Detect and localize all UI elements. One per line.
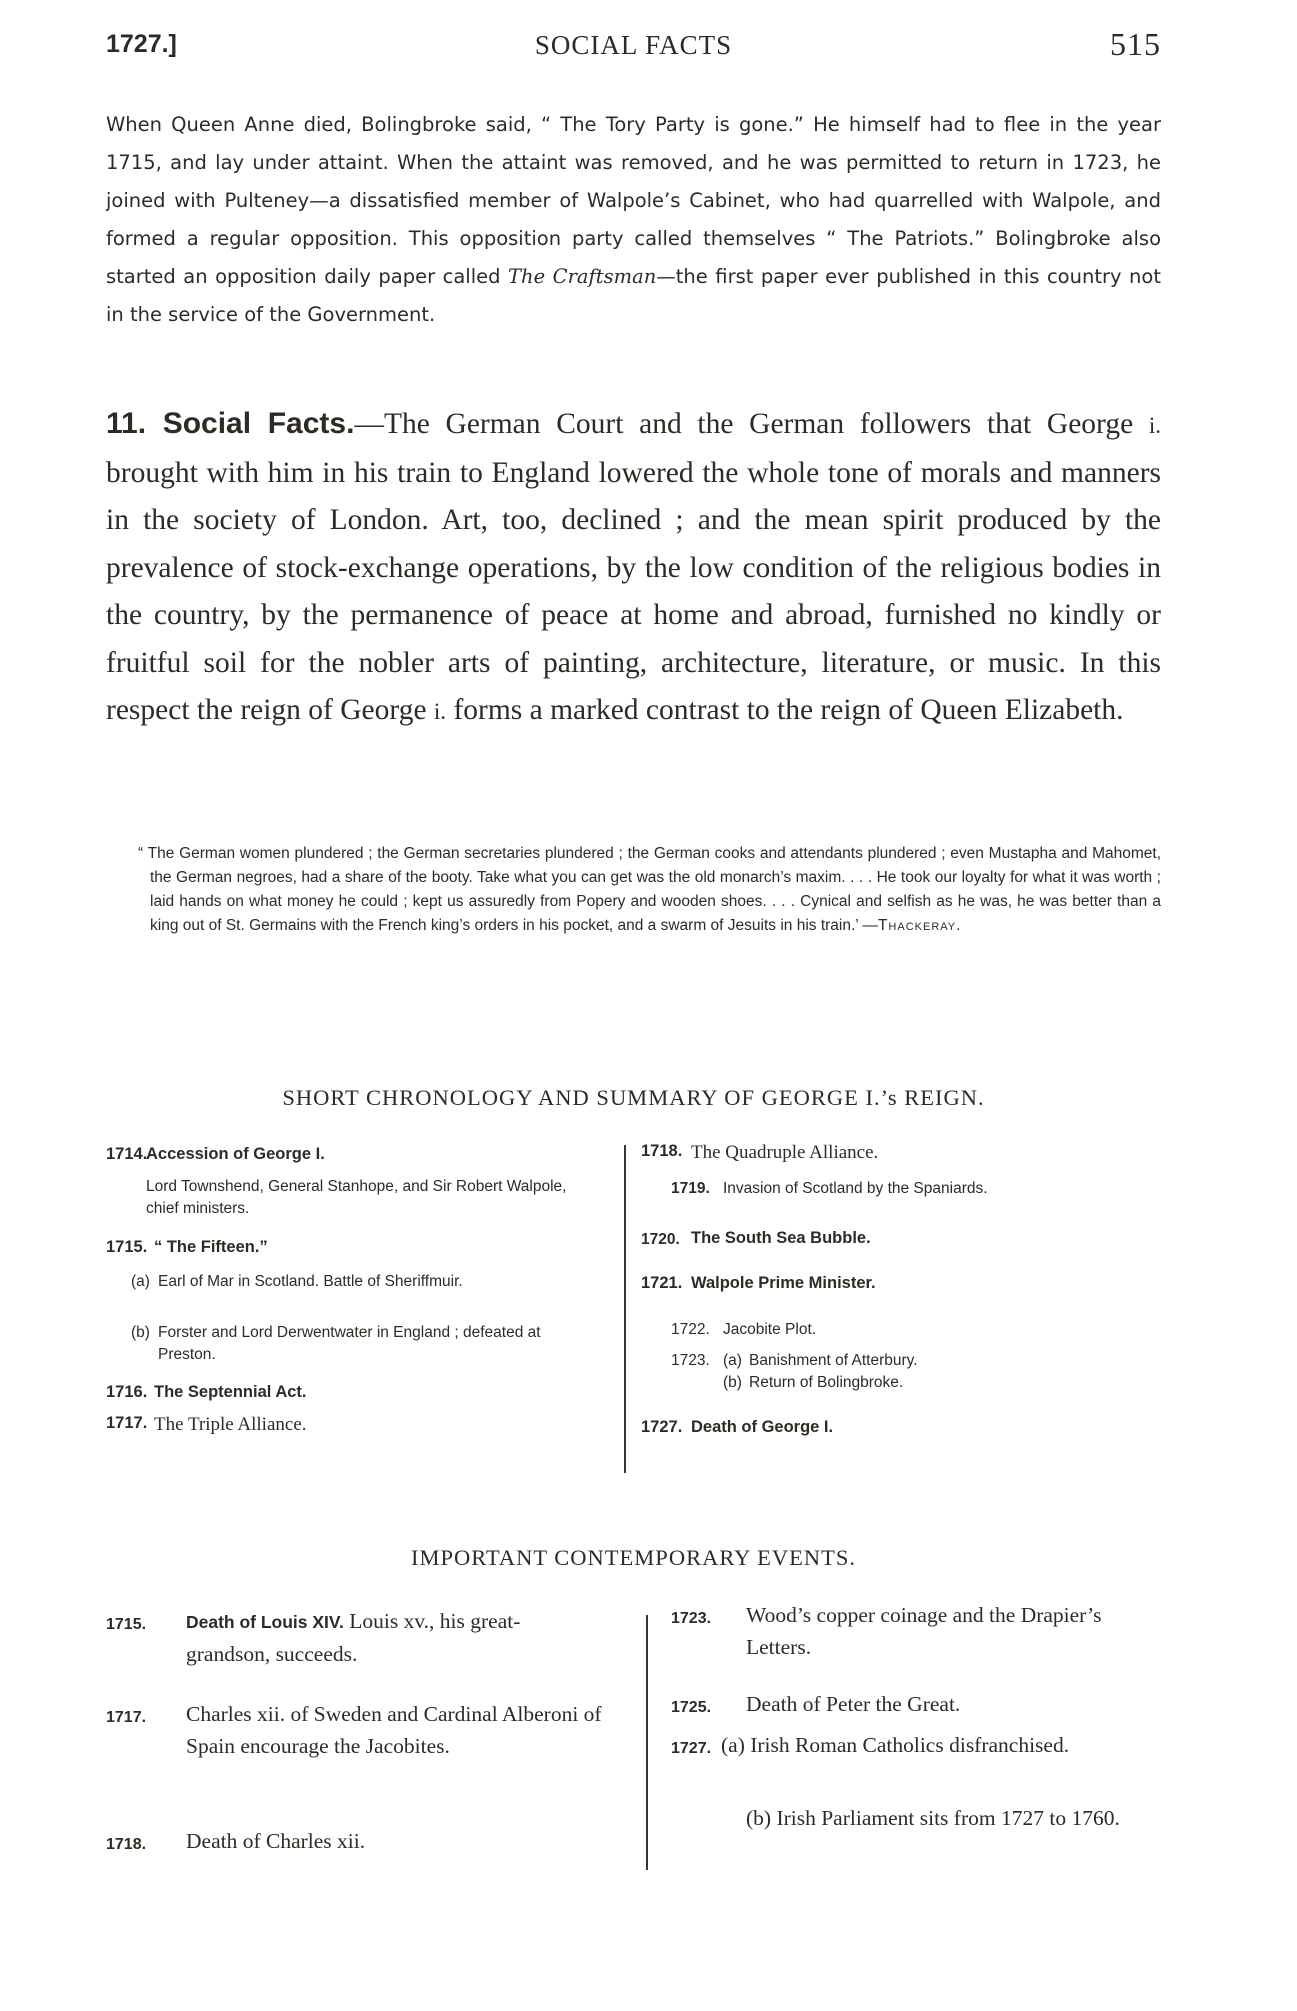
entry-label: (a) xyxy=(723,1352,742,1369)
entry-year: 1716. xyxy=(106,1383,148,1401)
event-year: 1717. xyxy=(106,1709,147,1726)
entry-year: 1715. xyxy=(106,1238,148,1256)
entry-text: Death of George I. xyxy=(691,1418,834,1436)
event-text: (b) Irish Parliament sits from 1727 to 1760. xyxy=(746,1806,1120,1830)
entry-label: (b) xyxy=(131,1324,150,1341)
entry-text: Invasion of Scotland by the Spaniards. xyxy=(723,1180,988,1197)
entry-text: Return of Bolingbroke. xyxy=(749,1374,904,1391)
chronology-table xyxy=(106,1142,1161,1490)
event-rest-text: Louis xv., his great-grandson, succeeds. xyxy=(186,1609,521,1666)
event-text: Wood’s copper coinage and the Drapier’s Letters. xyxy=(746,1603,1102,1659)
page-number: 515 xyxy=(1110,26,1161,62)
event-year: 1725. xyxy=(671,1699,712,1716)
entry-text: Walpole Prime Minister. xyxy=(691,1274,876,1292)
entry-text: Banishment of Atterbury. xyxy=(749,1352,918,1369)
event-text xyxy=(186,1605,601,1670)
running-head-title: SOCIAL FACTS xyxy=(534,30,733,60)
entry-note: Forster and Lord Derwentwater in England ; defeated at Preston. xyxy=(158,1324,541,1363)
footnote-author: Thackeray. xyxy=(877,917,962,934)
section-text-3: forms a marked contrast to the reign of Queen Elizabeth. xyxy=(446,694,1124,726)
column-divider xyxy=(624,1145,626,1473)
social-facts-section xyxy=(106,400,1161,736)
event-year: 1723. xyxy=(671,1610,712,1627)
entry-year: 1722. xyxy=(671,1321,710,1338)
events-table xyxy=(106,1605,1161,1875)
entry-text: Jacobite Plot. xyxy=(723,1321,817,1338)
entry-year: 1723. xyxy=(671,1352,710,1369)
entry-note: Earl of Mar in Scotland. Battle of Sheriffmuir. xyxy=(158,1273,463,1290)
section-heading: 11. Social Facts. xyxy=(106,407,355,440)
entry-text: The South Sea Bubble. xyxy=(691,1229,871,1247)
event-year: 1718. xyxy=(106,1836,147,1853)
column-divider xyxy=(646,1615,648,1870)
chronology-heading: SHORT CHRONOLOGY AND SUMMARY OF GEORGE I.’s REIGN. xyxy=(282,1085,985,1110)
entry-note: Lord Townshend, General Stanhope, and Sir Robert Walpole, chief ministers. xyxy=(146,1178,567,1217)
running-head-year: 1727.] xyxy=(106,30,177,58)
entry-year: 1721. xyxy=(641,1274,683,1292)
event-text: Death of Peter the Great. xyxy=(746,1692,961,1716)
entry-year: 1714. xyxy=(106,1145,148,1163)
entry-text: “ The Fifteen.” xyxy=(154,1238,268,1256)
regnal-numeral: i. xyxy=(433,698,447,724)
footnote-text: “ The German women plundered ; the German secretaries plundered ; the German cooks and attendants plundered ; even Mustapha and Mahomet, the German negroes, had a share of the booty. Take what you can get was the old monarch’s maxim. . . . He took our loyalty for what it was worth ; laid hands on what money he could ; kept us assuredly from Popery and wooden shoes. . . . Cynical and selfish as he was, he was better than a king out of St. Germains with the French king’s orders in his pocket, and a swarm of Jesuits in his train.’ — xyxy=(138,845,1161,934)
entry-text: The Septennial Act. xyxy=(154,1383,307,1401)
entry-year: 1719. xyxy=(671,1180,710,1197)
event-year: 1715. xyxy=(106,1616,147,1633)
entry-text: The Quadruple Alliance. xyxy=(691,1142,879,1163)
intro-text-1: When Queen Anne died, Bolingbroke said, “ The Tory Party is gone.” He himself had to flee in the year 1715, and lay under attaint. When the attaint was removed, and he was permitted to return in 1723, he joined with Pulteney—a dissatisfied member of Walpole’s Cabinet, who had quarrelled with Walpole, and formed a regular opposition. This opposition party called themselves “ The Patriots.” Bolingbroke also started an opposition daily paper called xyxy=(106,113,1161,288)
entry-text: The Triple Alliance. xyxy=(154,1414,307,1435)
section-text-2: brought with him in his train to England lowered the whole tone of morals and manners in the society of London. Art, too, declined ; and the mean spirit produced by the prevalence of stock-exchange operations, by the low condition of the religious bodies in the country, by the permanence of peace at home and abroad, furnished no kindly or fruitful soil for the nobler arts of painting, architecture, literature, or music. In this respect the reign of George xyxy=(106,456,1161,726)
event-text: Charles xii. of Sweden and Cardinal Alberoni of Spain encourage the Jacobites. xyxy=(186,1702,602,1758)
paper-title: The Craftsman xyxy=(508,265,657,288)
entry-year: 1720. xyxy=(641,1231,680,1248)
events-heading: IMPORTANT CONTEMPORARY EVENTS. xyxy=(410,1545,856,1570)
intro-paragraph xyxy=(106,106,1161,334)
running-head xyxy=(106,26,1161,70)
regnal-numeral: i. xyxy=(1148,412,1162,438)
entry-label: (b) xyxy=(723,1374,742,1391)
section-text-1: —The German Court and the German followers that George xyxy=(354,408,1149,440)
entry-text: Accession of George I. xyxy=(146,1145,325,1163)
event-bold-text: Death of Louis XIV. xyxy=(186,1612,344,1632)
event-text: (a) Irish Roman Catholics disfranchised. xyxy=(721,1733,1070,1757)
entry-year: 1717. xyxy=(106,1414,148,1432)
intro-text-2: —the first paper ever published in this country not in the service of the Government. xyxy=(106,265,1161,326)
footnote xyxy=(130,842,1161,938)
event-year: 1727. xyxy=(671,1740,712,1757)
entry-label: (a) xyxy=(131,1273,150,1290)
entry-year: 1727. xyxy=(641,1418,683,1436)
entry-year: 1718. xyxy=(641,1142,683,1160)
event-text: Death of Charles xii. xyxy=(186,1829,366,1853)
